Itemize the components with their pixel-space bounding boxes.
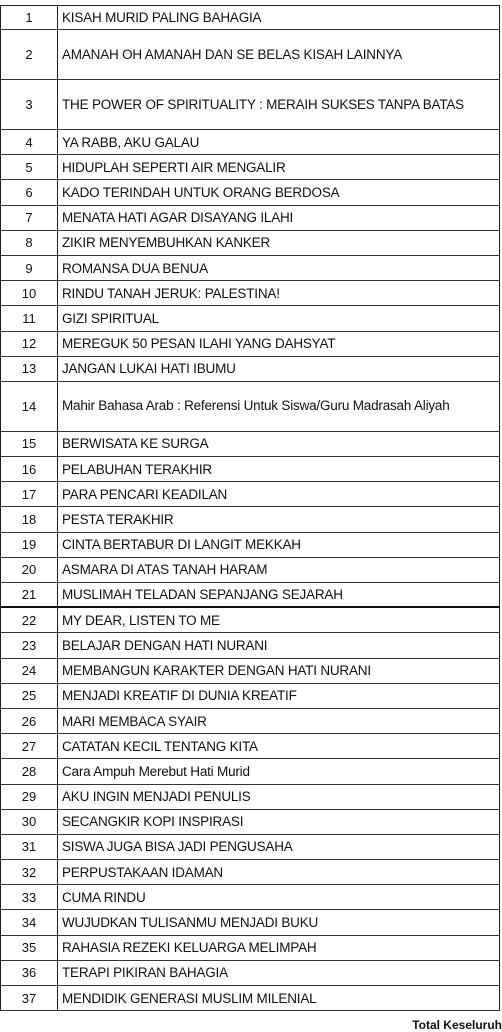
row-number: 36 <box>0 961 58 985</box>
row-number: 3 <box>0 80 58 129</box>
book-title: SECANGKIR KOPI INSPIRASI <box>58 810 500 834</box>
table-row <box>0 206 500 231</box>
table-row <box>0 709 500 734</box>
table-row <box>0 810 500 835</box>
book-title: PERPUSTAKAAN IDAMAN <box>58 860 500 884</box>
row-number: 6 <box>0 180 58 204</box>
book-title: PESTA TERAKHIR <box>58 507 500 531</box>
book-title: MUSLIMAH TELADAN SEPANJANG SEJARAH <box>58 583 500 606</box>
row-number: 33 <box>0 885 58 909</box>
row-number: 15 <box>0 432 58 456</box>
row-number: 4 <box>0 130 58 154</box>
row-number: 13 <box>0 357 58 381</box>
table-row <box>0 608 500 633</box>
footer-row <box>0 1016 502 1032</box>
book-title: PARA PENCARI KEADILAN <box>58 482 500 506</box>
table-row <box>0 684 500 709</box>
row-number: 19 <box>0 533 58 557</box>
row-number: 8 <box>0 231 58 255</box>
book-title: Cara Ampuh Merebut Hati Murid <box>58 759 500 783</box>
row-number: 16 <box>0 457 58 481</box>
table-row <box>0 759 500 784</box>
total-label: Total Keseluruh <box>412 1018 502 1032</box>
row-number: 29 <box>0 785 58 809</box>
table-row <box>0 306 500 331</box>
table-row <box>0 357 500 382</box>
table-row <box>0 231 500 256</box>
table-row <box>0 785 500 810</box>
row-number: 28 <box>0 759 58 783</box>
table-row <box>0 910 500 935</box>
table-row <box>0 256 500 281</box>
row-number: 5 <box>0 155 58 179</box>
row-number: 23 <box>0 633 58 657</box>
table-row <box>0 332 500 357</box>
table-row <box>0 432 500 457</box>
row-number: 26 <box>0 709 58 733</box>
row-number: 22 <box>0 608 58 632</box>
table-row <box>0 507 500 532</box>
table-row <box>0 860 500 885</box>
book-title: ASMARA DI ATAS TANAH HARAM <box>58 558 500 582</box>
table-row <box>0 583 500 608</box>
book-title: KISAH MURID PALING BAHAGIA <box>58 6 500 29</box>
table-row <box>0 885 500 910</box>
table-row <box>0 835 500 860</box>
row-number: 2 <box>0 30 58 79</box>
book-title: AKU INGIN MENJADI PENULIS <box>58 785 500 809</box>
book-title: ROMANSA DUA BENUA <box>58 256 500 280</box>
row-number: 35 <box>0 936 58 960</box>
book-title: MENJADI KREATIF DI DUNIA KREATIF <box>58 684 500 708</box>
book-title: MEMBANGUN KARAKTER DENGAN HATI NURANI <box>58 659 500 683</box>
table-row <box>0 961 500 986</box>
book-title: WUJUDKAN TULISANMU MENJADI BUKU <box>58 910 500 934</box>
table-row <box>0 734 500 759</box>
row-number: 30 <box>0 810 58 834</box>
table-row <box>0 457 500 482</box>
book-title: CUMA RINDU <box>58 885 500 909</box>
book-title: CINTA BERTABUR DI LANGIT MEKKAH <box>58 533 500 557</box>
row-number: 1 <box>0 6 58 29</box>
row-number: 7 <box>0 206 58 230</box>
table-row <box>0 558 500 583</box>
book-title: MENDIDIK GENERASI MUSLIM MILENIAL <box>58 986 500 1010</box>
table-row <box>0 30 500 80</box>
table-row <box>0 6 500 30</box>
book-table <box>0 6 500 1011</box>
book-title: MEREGUK 50 PESAN ILAHI YANG DAHSYAT <box>58 332 500 356</box>
row-number: 9 <box>0 256 58 280</box>
book-title: KADO TERINDAH UNTUK ORANG BERDOSA <box>58 180 500 204</box>
book-title: Mahir Bahasa Arab : Referensi Untuk Siswa/Guru Madrasah Aliyah <box>58 382 500 431</box>
book-title: RINDU TANAH JERUK: PALESTINA! <box>58 281 500 305</box>
table-row <box>0 936 500 961</box>
row-number: 32 <box>0 860 58 884</box>
book-title: HIDUPLAH SEPERTI AIR MENGALIR <box>58 155 500 179</box>
row-number: 21 <box>0 583 58 606</box>
book-title: THE POWER OF SPIRITUALITY : MERAIH SUKSES TANPA BATAS <box>58 80 500 129</box>
table-row <box>0 281 500 306</box>
row-number: 11 <box>0 306 58 330</box>
table-row <box>0 986 500 1011</box>
row-number: 12 <box>0 332 58 356</box>
book-title: RAHASIA REZEKI KELUARGA MELIMPAH <box>58 936 500 960</box>
row-number: 17 <box>0 482 58 506</box>
row-number: 14 <box>0 382 58 431</box>
row-number: 37 <box>0 986 58 1010</box>
row-number: 18 <box>0 507 58 531</box>
book-title: SISWA JUGA BISA JADI PENGUSAHA <box>58 835 500 859</box>
book-title: GIZI SPIRITUAL <box>58 306 500 330</box>
book-title: TERAPI PIKIRAN BAHAGIA <box>58 961 500 985</box>
book-title: CATATAN KECIL TENTANG KITA <box>58 734 500 758</box>
table-row <box>0 659 500 684</box>
book-title: MARI MEMBACA SYAIR <box>58 709 500 733</box>
table-row <box>0 382 500 432</box>
book-title: BELAJAR DENGAN HATI NURANI <box>58 633 500 657</box>
row-number: 27 <box>0 734 58 758</box>
table-row <box>0 155 500 180</box>
book-title: ZIKIR MENYEMBUHKAN KANKER <box>58 231 500 255</box>
table-row <box>0 633 500 658</box>
row-number: 25 <box>0 684 58 708</box>
row-number: 10 <box>0 281 58 305</box>
row-number: 34 <box>0 910 58 934</box>
book-title: BERWISATA KE SURGA <box>58 432 500 456</box>
book-title: YA RABB, AKU GALAU <box>58 130 500 154</box>
book-title: AMANAH OH AMANAH DAN SE BELAS KISAH LAINNYA <box>58 30 500 79</box>
row-number: 20 <box>0 558 58 582</box>
table-row <box>0 482 500 507</box>
book-title: JANGAN LUKAI HATI IBUMU <box>58 357 500 381</box>
table-row <box>0 130 500 155</box>
table-row <box>0 180 500 205</box>
row-number: 31 <box>0 835 58 859</box>
book-title: MY DEAR, LISTEN TO ME <box>58 608 500 632</box>
row-number: 24 <box>0 659 58 683</box>
book-title: MENATA HATI AGAR DISAYANG ILAHI <box>58 206 500 230</box>
table-row <box>0 533 500 558</box>
table-row <box>0 80 500 130</box>
book-title: PELABUHAN TERAKHIR <box>58 457 500 481</box>
